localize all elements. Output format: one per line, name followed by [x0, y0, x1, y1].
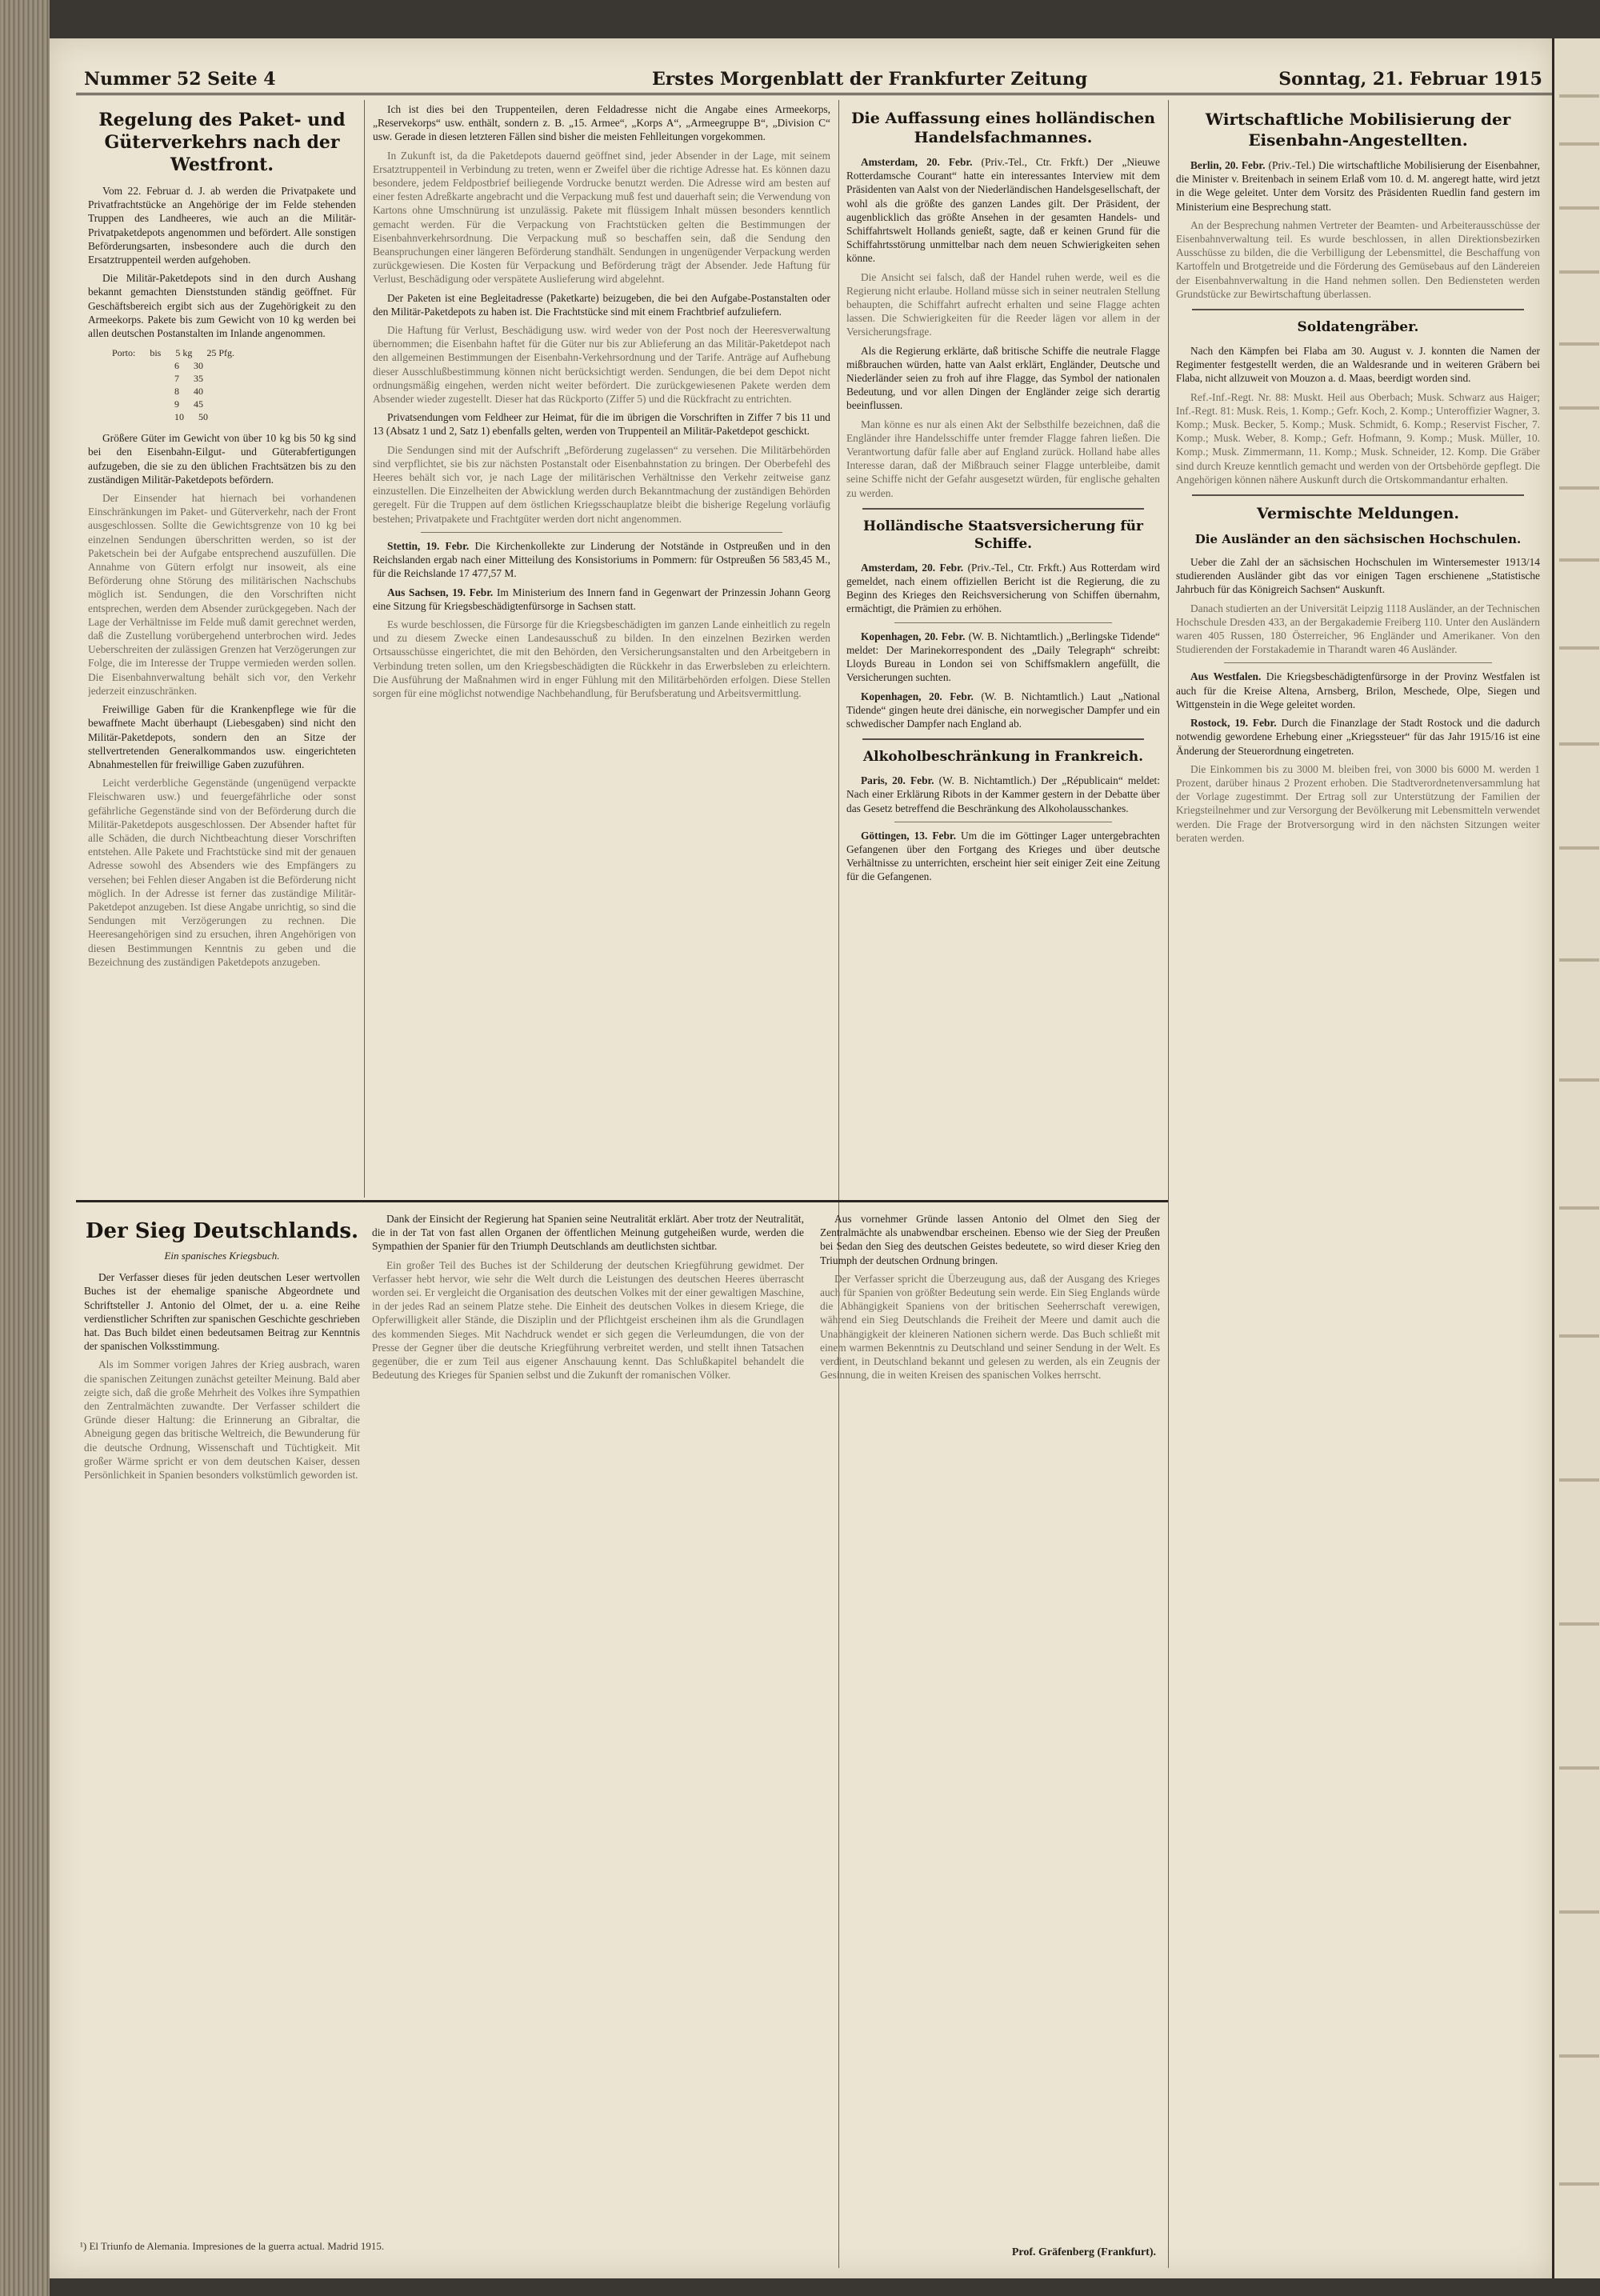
article-continued-text: Die Ansicht sei falsch, daß der Handel ruhen werde, weil es die Regierung nicht erlaube. Holland müsse sich in seiner neutralen Stellung behaupten, die Schiffahrt aufrecht erhalten und seine Flagge achten lassen. Die Schwierigkeiten für die Reeder lägen vor allem in der Versicherungsfrage.: [846, 270, 1160, 338]
separator: [862, 738, 1144, 740]
separator: [1192, 494, 1524, 496]
dateline: Göttingen, 13. Febr.: [861, 829, 956, 842]
article-paragraph: Ueber die Zahl der an sächsischen Hochschulen im Wintersemester 1913/14 studierenden Ausländer gibt das vor einigen Tagen erschienene „Statistische Jahrbuch für das Königreich Sachsen“ Auskunft.: [1176, 556, 1540, 596]
article-headline: Holländische Staatsversicherung für Schiffe.: [863, 518, 1143, 552]
article-headline: Die Ausländer an den sächsischen Hochschulen.: [1194, 532, 1522, 547]
article-continued-text: Danach studierten an der Universität Leipzig 1118 Ausländer, an der Technischen Hochschule Dresden 433, an der Bergakademie Freiberg 110. Unter den Ausländern waren 405 Russen, 180 Österreicher, 96 Engländer und Amerikaner. Von den Studierenden der Forstakademie in Tharandt waren 46 Ausländer.: [1176, 602, 1540, 656]
article-continued-text: An der Besprechung nahmen Vertreter der Beamten- und Arbeiterausschüsse der Eisenbahnverwaltung teil. Es wurde beschlossen, in allen Direktionsbezirken Ausschüsse zu bilden, die die Verbilligung der Lebensmittel, die Beschaffung von Kartoffeln und Brotgetreide und die Förderung des Gemüsebaus auf den Ländereien der Eisenbahnverwaltung in die Hand nehmen sollen. Den Bediensteten werden Grundstücke zur Bewirtschaftung überlassen.: [1176, 218, 1540, 300]
book-binding: [0, 0, 50, 2296]
article-continued-text: Die Haftung für Verlust, Beschädigung usw. wird weder von der Post noch der Heeresverwaltung übernommen; die Eisenbahn haftet für die Güter nur bis zur Ablieferung an das Militär-Paketdepot nach den allgemeinen Bestimmungen der Eisenbahn-Verkehrsordnung und der Tarife. Anträge auf Aufhebung dieser Ausschlußbestimmung können nicht berücksichtigt werden. Sendungen, die bei dem Depot nicht ordnungsmäßig eingehen, werden nicht weiter befördert. Die zurückgewiesenen Pakete werden dem Absender wieder zugestellt. Dieser hat das Rückporto (Ziffer 5) und die Rückfracht zu entrichten.: [373, 324, 830, 406]
article-headline: Soldatengräber.: [1297, 319, 1419, 336]
news-item: Stettin, 19. Febr. Die Kirchenkollekte zur Linderung der Notstände in Ostpreußen und in den Reichslanden ergab nach einer Mitteilung des Konsistoriums in Pommern: für Ostpreußen 56 583,45 M., für die Reichslande 17 477,57 M.: [373, 539, 830, 580]
article-headline: Regelung des Paket- und Güterverkehrs nach der Westfront.: [98, 110, 346, 175]
article-paragraph: Privatsendungen vom Feldheer zur Heimat, für die im übrigen die Vorschriften in Ziffer 7 bis 11 und 13 (Absatz 1 und 2, Satz 1) ebenfalls gelten, werden von Truppenteil an Militär-Paketdepot geschickt.: [373, 411, 830, 438]
news-item: Berlin, 20. Febr. (Priv.-Tel.) Die wirtschaftliche Mobilisierung der Eisenbahner, die Minister v. Breitenbach in seinem Erlaß vom 10. d. M. angeregt hatte, wird jetzt in die Wege geleitet. Unter dem Vorsitz des Präsidenten Ruedlin fand gestern im Ministerium eine Besprechung statt.: [1176, 159, 1540, 213]
article-continued-text: Man könne es nur als einen Akt der Selbsthilfe bezeichnen, daß die Engländer ihre Handelsschiffe unter fremder Flagge fahren ließen. Die Verantwortung dafür falle aber auf England zurück. Holland habe alles Interesse daran, daß der Mißbrauch seiner Flagge unterbleibe, damit seine Schiffe nicht der Gefahr ausgesetzt würden, für englische gehalten zu werden.: [846, 418, 1160, 499]
page-number: Nummer 52 Seite 4: [84, 69, 276, 90]
article-paragraph: Der Verfasser dieses für jeden deutschen Leser wertvollen Buches ist der ehemalige spanische Abgeordnete und Schriftsteller J. Antonio del Olmet, der u. a. eine Reihe verdienstlicher Schriften zur spanischen Geschichte geschrieben hat. Das Buch bildet einen bedeutsamen Beitrag zur Kenntnis der spanischen Volksstimmung.: [84, 1271, 360, 1353]
news-item: Aus Westfalen. Die Kriegsbeschädigtenfürsorge in der Provinz Westfalen ist auch für die Kreise Altena, Arnsberg, Brilon, Meschede, Olpe, Siegen und Wittgenstein in die Wege geleitet worden.: [1176, 670, 1540, 710]
dateline: Rostock, 19. Febr.: [1190, 717, 1277, 730]
postage-table: Porto: bis 5 kg 25 Pfg. 6 30 7 35 8 40 9 45 10 50: [112, 347, 235, 423]
column-4: [1176, 102, 1540, 2262]
article-continued-text: Leicht verderbliche Gegenstände (ungenügend verpackte Fleischwaren usw.) und feuergefährliche oder sonst gefährliche Gegenstände sind von der Beförderung durch die Militär-Paketdepots ausgeschlossen. Der Absender haftet für alle Schäden, die durch Nichtbeachtung dieser Vorschriften entstehen. Alle Pakete und Frachtstücke sind mit der genauen Adresse sowohl des Absenders wie des Empfängers zu versehen; bei Fehlen dieser Angaben ist die Beförderung nicht möglich. In der Adresse ist ferner das zuständige Militär-Paketdepot anzugeben. Ist diese Angabe unrichtig, so sind die Sendungen mit Verzögerungen zu rechnen. Die Heeresangehörigen sind zu ersuchen, ihren Angehörigen von diesen Bestimmungen Kenntnis zu geben und die Bezeichnung des zuständigen Paketdepots anzugeben.: [88, 777, 356, 968]
masthead: [76, 69, 1552, 95]
issue-date: Sonntag, 21. Februar 1915: [1278, 69, 1542, 90]
author-signature: Prof. Gräfenberg (Frankfurt).: [1011, 2246, 1156, 2258]
column-rule: [1168, 100, 1169, 2268]
article-paragraph: Größere Güter im Gewicht von über 10 kg bis 50 kg sind bei den Eisenbahn-Eilgut- und Güterabfertigungen aufzugeben, die sie zu den üblichen Frachtsätzen bis zu den zuständigen Militär-Paketdepots befördern.: [88, 432, 356, 486]
separator: [1192, 309, 1524, 310]
next-page-edge: [1552, 38, 1600, 2278]
column-2: [373, 102, 830, 1198]
article-paragraph: Dank der Einsicht der Regierung hat Spanien seine Neutralität erklärt. Aber trotz der Neutralität, die in der Tat von fast allen Organen der öffentlichen Meinung gutgeheißen wurde, werden die Sympathien der Spanier für den Triumph Deutschlands am deutlichsten sichtbar.: [372, 1213, 804, 1253]
column-3: [846, 102, 1160, 1198]
feature-subhead: Ein spanisches Kriegsbuch.: [164, 1250, 280, 1262]
feature-headline: Der Sieg Deutschlands.: [85, 1219, 359, 1243]
column-1: [88, 102, 356, 1198]
dateline: Kopenhagen, 20. Febr.: [861, 630, 966, 642]
dateline: Amsterdam, 20. Febr.: [861, 156, 973, 168]
dateline: Paris, 20. Febr.: [861, 774, 934, 787]
dateline: Berlin, 20. Febr.: [1190, 159, 1266, 171]
article-continued-text: Der Einsender hat hiernach bei vorhandenen Einschränkungen im Paket- und Güterverkehr, nach der Front ausgeschlossen. Sollte die Gewichtsgrenze von 10 kg bei einzelnen Sendungen überschritten werden, so ist der Paketschein bei der Aufgabe entsprechend auszufüllen. Die Annahme von Gütern erfolgt nur insoweit, als eine Beförderung ohne Störung des militärischen Nachschubs möglich ist. Sendungen, die den Vorschriften nicht entsprechen, werden dem Absender zurückgegeben. Nach der Lage der Verhältnisse im Felde muß damit gerechnet werden, daß die Zustellung vorübergehend unterbrochen wird. Jedes Ueberschreiten der zulässigen Grenzen hat Verzögerungen zur Folge, die im Interesse der Truppe vermieden werden sollen. Die Eisenbahnverwaltung behält sich vor, den Verkehr jederzeit einzuschränken.: [88, 492, 356, 697]
article-headline: Alkoholbeschränkung in Frankreich.: [862, 749, 1144, 766]
article-continued-text: Ein großer Teil des Buches ist der Schilderung der deutschen Kriegführung gewidmet. Der Verfasser hebt hervor, wie sehr die Welt durch die Leistungen des deutschen Heeres überrascht worden sei. Er vergleicht die Organisation des deutschen Volkes mit der einer gewaltigen Maschine, in der jedes Rad an seinem Platze stehe. Die Einheit des deutschen Volkes in diesem Kriege, die Opferwilligkeit aller Stände, die Disziplin und der Pflichtgeist erscheinen ihm als die Grundlagen des kommenden Sieges. Mit Nachdruck wendet er sich gegen die Verleumdungen, die von der Presse der Gegner über die deutsche Kriegführung verbreitet werden, und stellt ihnen Tatsachen gegenüber, die er zum Teil aus eigener Anschauung kennt. Das Schlußkapitel behandelt die Bedeutung des Krieges für Spanien selbst und die Zukunft der romanischen Völker.: [372, 1258, 804, 1382]
feature-column-1: [84, 1212, 360, 2252]
section-headline: Vermischte Meldungen.: [1256, 505, 1460, 523]
article-paragraph: Der Paketen ist eine Begleitadresse (Paketkarte) beizugeben, die bei den Aufgabe-Postanstalten oder den Militär-Paketdepots zu haben ist. Die Frachtstücke sind mit einem Frachtbrief aufzuliefern.: [373, 291, 830, 318]
article-headline: Wirtschaftliche Mobilisierung der Eisenbahn-Angestellten.: [1205, 110, 1511, 150]
article-paragraph: Nach den Kämpfen bei Flaba am 30. August v. J. konnten die Namen der Regimenter festgestellt werden, die an Waldesrande und in weiteren Gräbern bei Flaba, nicht allzuweit von Mouzon a. d. Maas, beerdigt worden sind.: [1176, 345, 1540, 385]
news-item: Rostock, 19. Febr. Durch die Finanzlage der Stadt Rostock und die dadurch notwendig gewordene Erhebung einer „Kriegssteuer“ für das Jahr 1915/16 ist eine Änderung der Steuerordnung eingetreten.: [1176, 717, 1540, 757]
article-paragraph: Aus vornehmer Gründe lassen Antonio del Olmet den Sieg der Zentralmächte als unabwendbar erscheinen. Ebenso wie der Sieg der Preußen bei Sedan den Sieg des deutschen Geistes bedeutete, so wird dieser Krieg den Triumph der deutschen Ordnung bringen.: [820, 1213, 1160, 1266]
article-paragraph: Freiwillige Gaben für die Krankenpflege wie für die bewaffnete Macht überhaupt (Liebesgaben) sind nicht den Militär-Paketdepots, sondern den an Sitze der stellvertretenden Generalkommandos usw. eingerichteten Abnahmestellen für freiwillige Gaben zuzuführen.: [88, 703, 356, 770]
article-continued-text: Der Verfasser spricht die Überzeugung aus, daß der Ausgang des Krieges auch für Spanien von größter Bedeutung sein werde. Ein Sieg Englands würde die Abhängigkeit Spaniens von der britischen Seeherrschaft verewigen, während ein Sieg Deutschlands die Freiheit der Meere und damit auch die Unabhängigkeit der kleineren Nationen sichern werde. Das Buch schließt mit einem warmen Bekenntnis zu Deutschland und seiner Sendung in der Welt. Es verdient, in Deutschland bekannt und gelesen zu werden, als ein Zeugnis der Gesinnung, die in weiten Kreisen des spanischen Volkes herrscht.: [820, 1272, 1160, 1382]
article-continued-text: In Zukunft ist, da die Paketdepots dauernd geöffnet sind, jeder Absender in der Lage, mit seinem Ersatztruppenteil in Verbindung zu treten, wenn er Zweifel über die richtige Adresse hat. Es können dazu besondere, jedem Feldpostbrief beiliegende Vordrucke benutzt werden. Die Adresse wird am besten auf einer festen Adreßkarte angebracht und die Verpackung muß fest und dauerhaft sein; die Verwendung von Kartons ohne Umschnürung ist unzulässig. Pakete mit flüssigem Inhalt müssen besonders kenntlich gemacht werden. Für die Verpackung von Frachtstücken gelten die Bestimmungen der Eisenbahnverkehrsordnung. Die Verpackung muß so beschaffen sein, daß die Sendung den Beanspruchungen einer längeren Beförderung standhält. Sendungen in ungenügender Verpackung werden zurückgewiesen. Die Kosten für Verpackung und Beförderung trägt der Absender. Jede Haftung für Verlust, Beschädigung oder verspätete Auslieferung wird abgelehnt.: [373, 149, 830, 286]
column-rule: [364, 100, 365, 1198]
article-continued-text: Ref.-Inf.-Regt. Nr. 88: Muskt. Heil aus Oberbach; Musk. Schwarz aus Haiger; Inf.-Regt. 81: Musk. Reis, 1. Komp.; Gefr. Koch, 2. Komp.; Unteroffizier Wagner, 3. Komp.; Musk. Becker, 5. Komp.; Musk. Schmidt, 6. Komp.; Reservist Fischer, 7. Komp.; Musk. Weber, 8. Komp.; Gefr. Hofmann, 9. Komp.; Musk. Müller, 10. Komp.; Musk. Zimmermann, 11. Komp.; Musk. Schneider, 12. Komp. Die Gräber sind durch Kreuze kenntlich gemacht und werden von der Ortsbehörde gepflegt. Die Angehörigen können nähere Auskunft durch die Ortskommandantur erhalten.: [1176, 390, 1540, 486]
news-item: Göttingen, 13. Febr. Um die im Göttinger Lager untergebrachten Gefangenen über den Fortgang des Krieges und über deutsche Verhältnisse zu unterrichten, erscheint hier seit einiger Zeit eine Zeitung für die Gefangenen.: [846, 829, 1160, 883]
article-continued-text: Es wurde beschlossen, die Fürsorge für die Kriegsbeschädigten im ganzen Lande einheitlich zu regeln und zu diesem Zwecke einen Landesausschuß zu bilden. In den einzelnen Bezirken werden Ortsausschüsse eingerichtet, die mit den Behörden, den Versicherungsanstalten und den Arbeitgebern in Verbindung treten sollen, um den Kriegsbeschädigten die Rückkehr in das Erwerbsleben zu erleichtern. Die Ausführung der Maßnahmen wird in enger Fühlung mit den Militärbehörden erfolgen. Diese Stellen sorgen für eine möglichst notwendige Nachbehandlung, für Berufsberatung und Arbeitsvermittlung.: [373, 618, 830, 699]
news-item: Kopenhagen, 20. Febr. (W. B. Nichtamtlich.) „Berlingske Tidende“ meldet: Der Marinekorrespondent des „Daily Telegraph“ schreibt: Lloyds Bureau in London sei von Schiffsmaklern angefüllt, die Versicherungen suchten.: [846, 630, 1160, 684]
dateline: Aus Westfalen.: [1190, 670, 1262, 683]
dateline: Amsterdam, 20. Febr.: [861, 561, 964, 574]
feature-column-2: [372, 1212, 804, 2252]
dateline: Kopenhagen, 20. Febr.: [861, 690, 974, 702]
separator: [894, 622, 1112, 623]
separator: [421, 532, 782, 533]
postage-label: Porto:: [112, 347, 136, 359]
news-item: Aus Sachsen, 19. Febr. Im Ministerium des Innern fand in Gegenwart der Prinzessin Johann Georg eine Sitzung für Kriegsbeschädigtenfürsorge in Sachsen statt.: [373, 586, 830, 612]
news-item: Kopenhagen, 20. Febr. (W. B. Nichtamtlich.) Laut „National Tidende“ gingen heute drei dänische, ein norwegischer Dampfer und ein schwedischer Dampfer nach England ab.: [846, 690, 1160, 730]
article-lead: Vom 22. Februar d. J. ab werden die Privatpakete und Privatfrachtstücke an Angehörige der im Felde stehenden Truppen des Landheeres, wie auch an die Militär-Privatpaketdepots angenommen und befördert. Alle sonstigen Beförderungsarten, insbesondere auch die durch den Ersatztruppenteil werden aufgehoben.: [88, 185, 356, 266]
article-continued-text: Als im Sommer vorigen Jahres der Krieg ausbrach, waren die spanischen Zeitungen zunächst geteilter Meinung. Bald aber zeigte sich, daß die große Mehrheit des Volkes ihre Sympathien den Zentralmächten zuwandte. Der Verfasser schildert die Gründe dieser Haltung: die Erinnerung an Gibraltar, die Abneigung gegen das britische Weltreich, die Bewunderung für die deutsche Ordnung, Wissenschaft und Tüchtigkeit. Mit großer Wärme spricht er von dem deutschen Kaiser, dessen Persönlichkeit in Spanien besonders volkstümlich geworden ist.: [84, 1358, 360, 1482]
article-paragraph: Die Militär-Paketdepots sind in den durch Aushang bekannt gemachten Dienststunden ständig geöffnet. Für Geschäftsbereich ergibt sich aus der Zugehörigkeit zu den Armeekorps. Pakete bis zum Gewicht von 10 kg werden bei allen deutschen Postanstalten im Inlande angenommen.: [88, 272, 356, 340]
footnote: ¹) El Triunfo de Alemania. Impresiones de la guerra actual. Madrid 1915.: [80, 2240, 385, 2252]
separator: [862, 508, 1144, 510]
news-item: Amsterdam, 20. Febr. (Priv.-Tel., Ctr. Frkft.) Aus Rotterdam wird gemeldet, nach einem offiziellen Bericht ist die Regierung, die zu Beginn des Krieges den Reichsversicherung von Schiffen übernahm, ermächtigt, die Prämien zu erhöhen.: [846, 561, 1160, 615]
article-headline: Die Auffassung eines holländischen Handelsfachmannes.: [851, 110, 1155, 146]
article-paragraph: Als die Regierung erklärte, daß britische Schiffe die neutrale Flagge mißbrauchen würden, hatte van Aalst erklärt, Engländer, Deutsche und Niederländer seien zu froh auf ihre Flagge, das Symbol der nationalen Bedeutung, und vor allen Dingen der Engländer zeige sich derartig beeinflussen.: [846, 344, 1160, 412]
separator: [1224, 662, 1492, 663]
news-item: Amsterdam, 20. Febr. (Priv.-Tel., Ctr. Frkft.) Der „Nieuwe Rotterdamsche Courant“ hatte ein interessantes Interview mit dem Präsidenten van Aalst von der Niederländischen Handelsgesellschaft, der wohl als die größte des ganzen Landes gilt. Der Präsident, der augenblicklich das größte Ansehen in der gesamten Handels- und Schiffahrtswelt Hollands genießt, sagte, daß er keinen Grund für die Schiffahrtsstörung unmittelbar nach dem neuen Schwierigkeiten sehen könne.: [846, 156, 1160, 265]
feature-column-3: [820, 1212, 1160, 2252]
dateline: Stettin, 19. Febr.: [387, 539, 470, 552]
dateline: Aus Sachsen, 19. Febr.: [387, 586, 494, 598]
feature-article: [76, 1200, 1168, 2274]
newspaper-title: Erstes Morgenblatt der Frankfurter Zeitung: [652, 69, 1088, 90]
article-continued-text: Die Sendungen sind mit der Aufschrift „Beförderung zugelassen“ zu versehen. Die Militärbehörden sind verpflichtet, sie bis zur nächsten Postanstalt oder Eisenbahnstation zu bringen. Der Oberbefehl des Heeres behält sich vor, je nach Lage der militärischen Verhältnisse den Verkehr zeitweise ganz einzustellen. Die Einzelheiten der Abwicklung werden durch Bekanntmachung der zuständigen Behörden geregelt. Für die Truppen auf dem östlichen Kriegsschauplatze bleibt die bisherige Regelung vorläufig bestehen; Privatpakete und Frachtgüter werden dort nicht angenommen.: [373, 443, 830, 525]
news-item: Paris, 20. Febr. (W. B. Nichtamtlich.) Der „Républicain“ meldet: Nach einer Erklärung Ribots in der Kammer gestern in der Debatte über das Gesetz betreffend die Beschränkung des Alkoholausschankes.: [846, 774, 1160, 814]
article-paragraph: Ich ist dies bei den Truppenteilen, deren Feldadresse nicht die Angabe eines Armeekorps, „Reservekorps“ usw. enthält, sondern z. B. „15. Armee“, „Korps A“, „Armeegruppe B“, „Division C“ usw. Gerade in diesen letzteren Fällen sind bisher die meisten Fehlleitungen vorgekommen.: [373, 103, 830, 143]
article-continued-text: Die Einkommen bis zu 3000 M. bleiben frei, von 3000 bis 6000 M. werden 1 Prozent, darüber hinaus 2 Prozent erhoben. Die Stadtverordnetenversammlung hat der Vorlage zugestimmt. Der Ertrag soll zur Unterstützung der Familien der Kriegsteilnehmer und zur Versorgung der Bevölkerung mit Lebensmitteln verwendet werden. Die Frage der Brotversorgung wird in den nächsten Sitzungen weiter beraten werden.: [1176, 762, 1540, 844]
